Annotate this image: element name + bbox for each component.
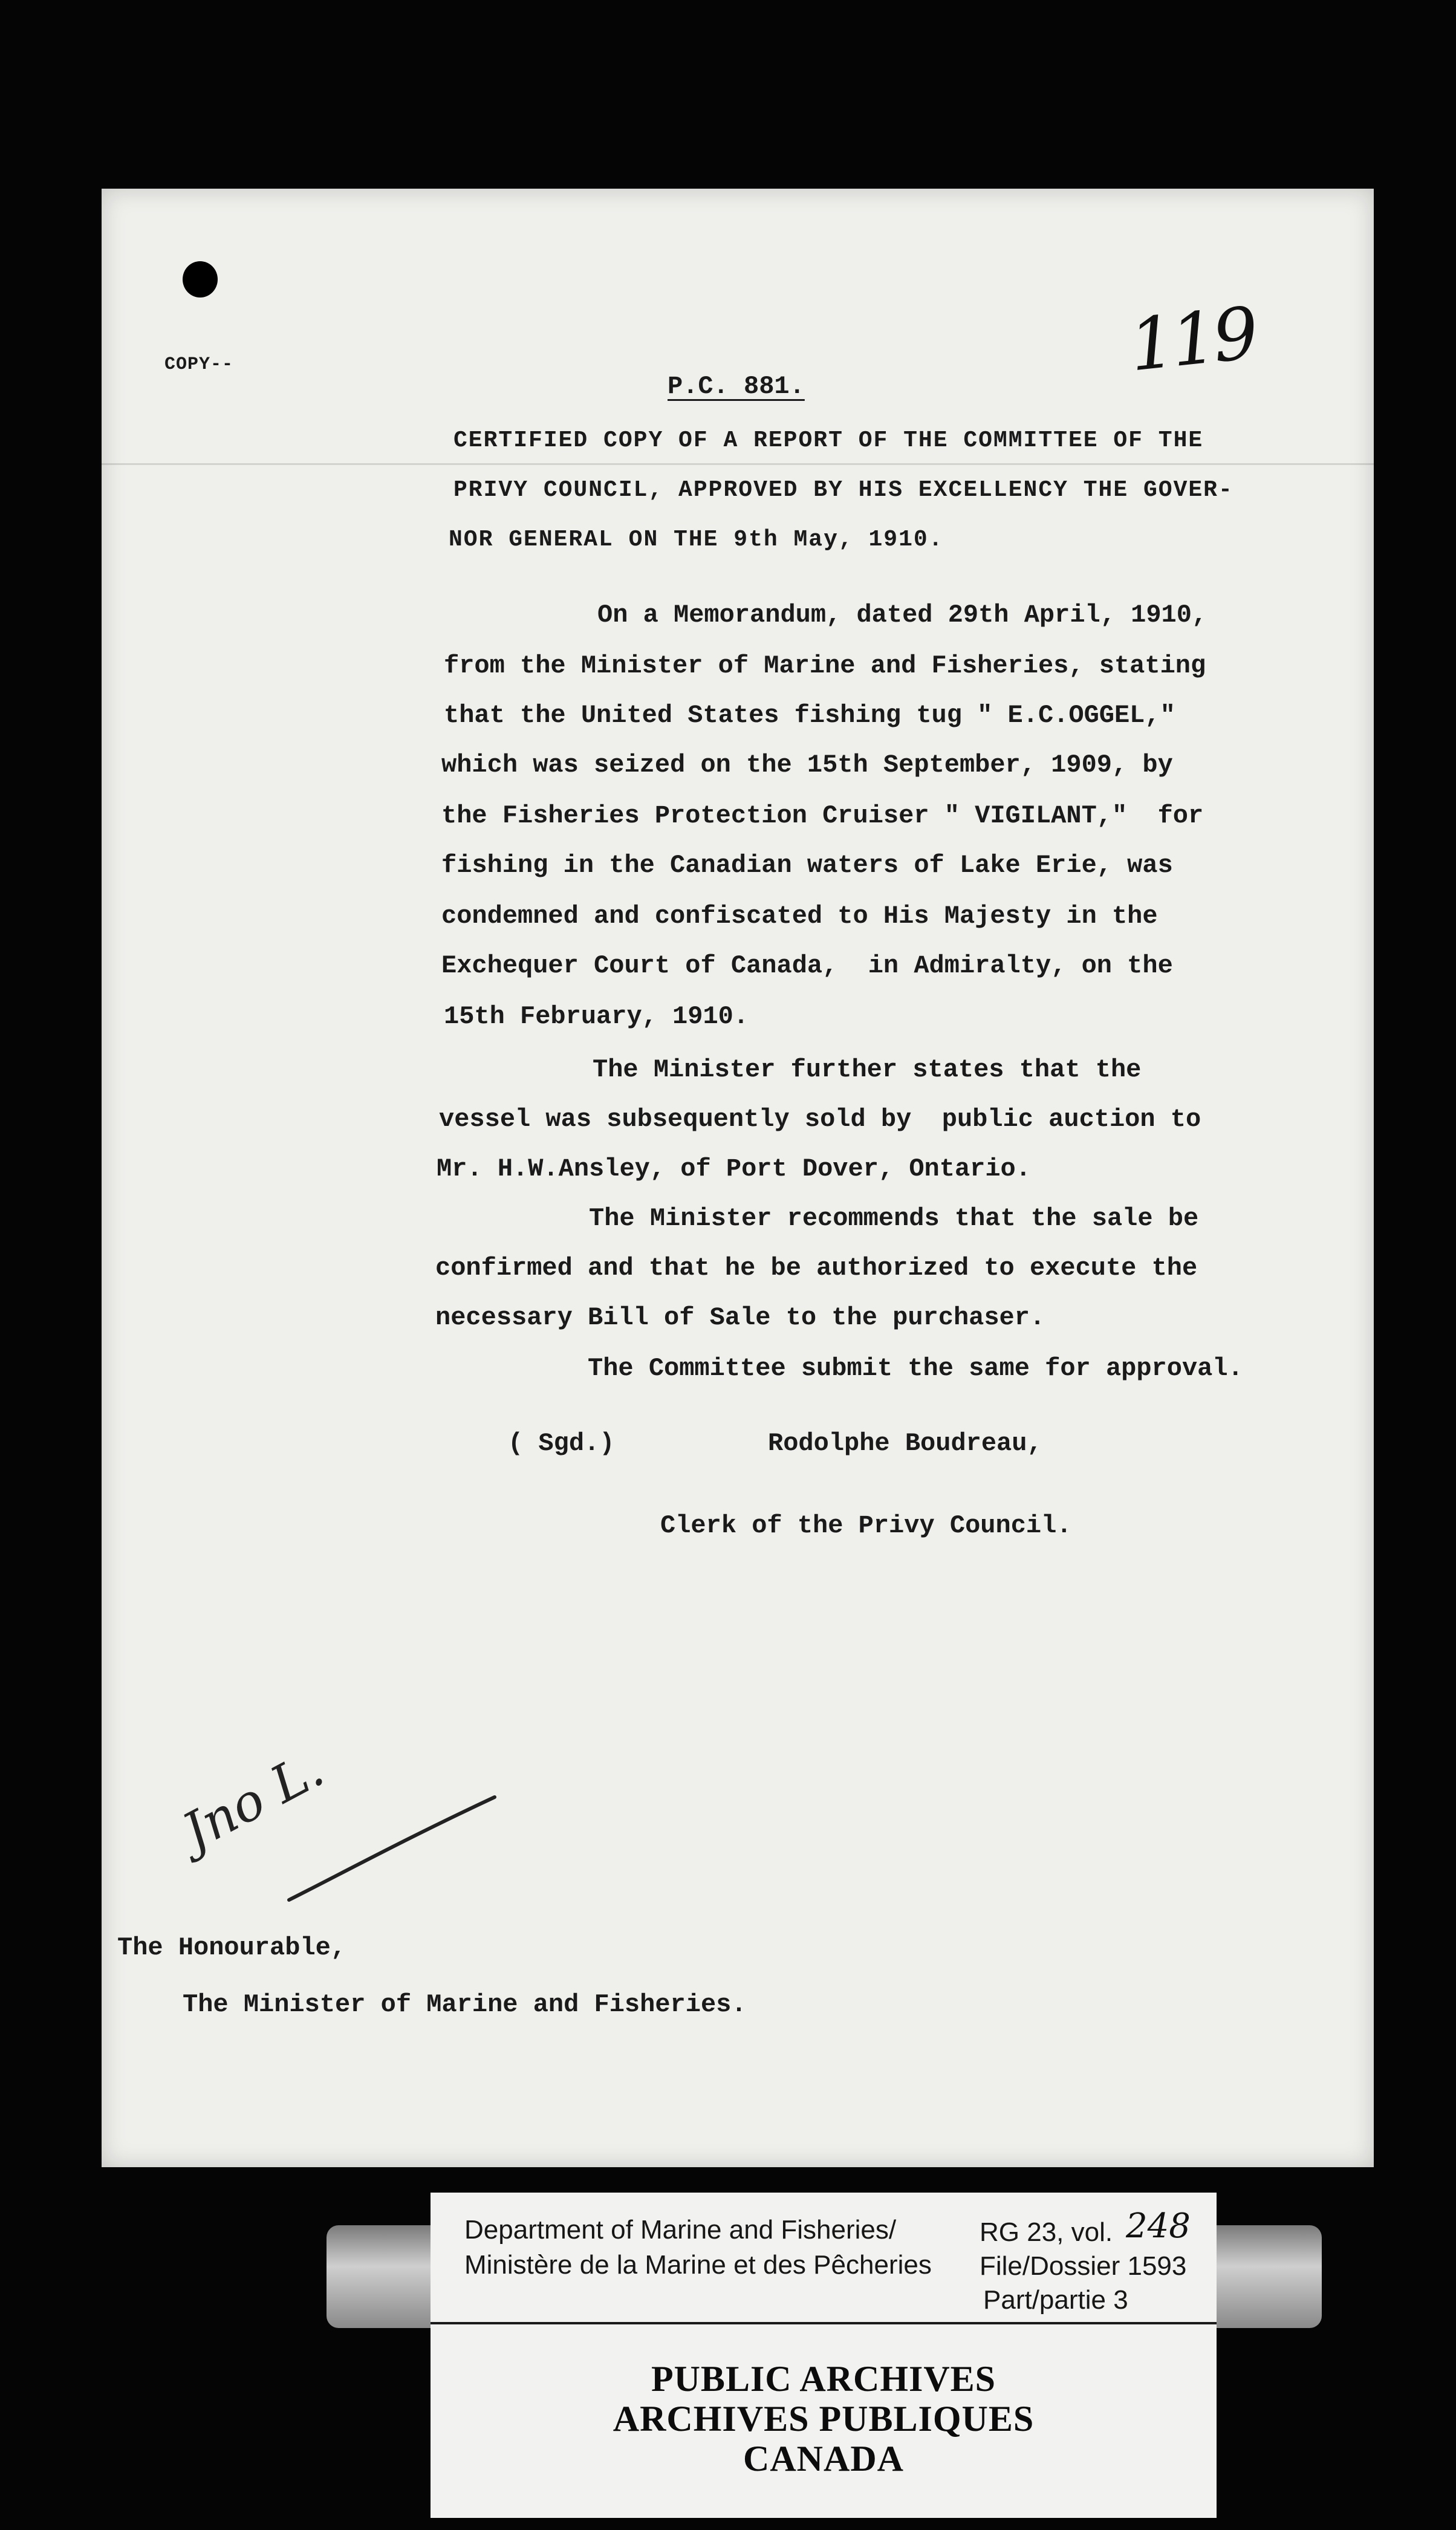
body-line: The Committee submit the same for approval.	[588, 1354, 1243, 1383]
body-line: the Fisheries Protection Cruiser " VIGILANT," for	[441, 801, 1204, 830]
record-group-volume: 248	[1126, 2206, 1191, 2246]
body-line: necessary Bill of Sale to the purchaser.	[435, 1303, 1045, 1332]
document-page	[102, 189, 1374, 2167]
order-number: P.C. 881.	[668, 372, 805, 401]
initials-flourish	[283, 1785, 501, 1906]
body-line: vessel was subsequently sold by public auction to	[439, 1105, 1201, 1134]
card-divider	[431, 2322, 1217, 2324]
part-number: Part/partie 3	[983, 2285, 1128, 2315]
record-group-label: RG 23, vol.	[980, 2217, 1113, 2247]
body-line: On a Memorandum, dated 29th April, 1910,	[597, 600, 1207, 629]
body-line: from the Minister of Marine and Fisheries, stating	[444, 651, 1206, 680]
fold-line	[102, 463, 1374, 465]
stamp-line: PUBLIC ARCHIVES	[651, 2359, 996, 2399]
archive-card	[431, 2193, 1217, 2518]
department-french: Ministère de la Marine et des Pêcheries	[464, 2250, 932, 2280]
copy-mark: COPY--	[164, 354, 234, 375]
body-line: fishing in the Canadian waters of Lake Erie, was	[441, 851, 1173, 880]
signature-sgd: ( Sgd.)	[508, 1429, 615, 1458]
punch-hole	[183, 261, 218, 298]
signature-title: Clerk of the Privy Council.	[660, 1511, 1072, 1540]
stamp-line: CANADA	[743, 2439, 904, 2479]
body-line: that the United States fishing tug " E.C.OGGEL,"	[444, 701, 1175, 730]
handwritten-initials: Jno L.	[173, 1738, 333, 1862]
title-line: CERTIFIED COPY OF A REPORT OF THE COMMITTEE OF THE	[453, 428, 1204, 454]
signature-name: Rodolphe Boudreau,	[768, 1429, 1042, 1458]
right-clip	[1201, 2225, 1322, 2328]
addressee-line: The Minister of Marine and Fisheries.	[183, 1990, 747, 2019]
addressee-line: The Honourable,	[117, 1933, 346, 1962]
body-line: confirmed and that he be authorized to execute the	[435, 1254, 1198, 1283]
stamp-line: ARCHIVES PUBLIQUES	[613, 2399, 1035, 2439]
body-line: which was seized on the 15th September, 1909, by	[441, 750, 1173, 779]
department-english: Department of Marine and Fisheries/	[464, 2215, 897, 2245]
file-number: File/Dossier 1593	[980, 2251, 1187, 2281]
body-line: The Minister recommends that the sale be	[589, 1204, 1199, 1233]
body-line: condemned and confiscated to His Majesty in the	[441, 902, 1158, 931]
body-line: The Minister further states that the	[593, 1055, 1142, 1084]
body-line: Exchequer Court of Canada, in Admiralty, on the	[441, 951, 1173, 980]
left-clip	[327, 2225, 447, 2328]
body-line: 15th February, 1910.	[444, 1002, 749, 1031]
title-line: PRIVY COUNCIL, APPROVED BY HIS EXCELLENCY THE GOVER-	[453, 477, 1233, 503]
body-line: Mr. H.W.Ansley, of Port Dover, Ontario.	[437, 1154, 1031, 1183]
folio-number: 119	[1125, 291, 1259, 388]
title-line: NOR GENERAL ON THE 9th May, 1910.	[449, 527, 944, 553]
